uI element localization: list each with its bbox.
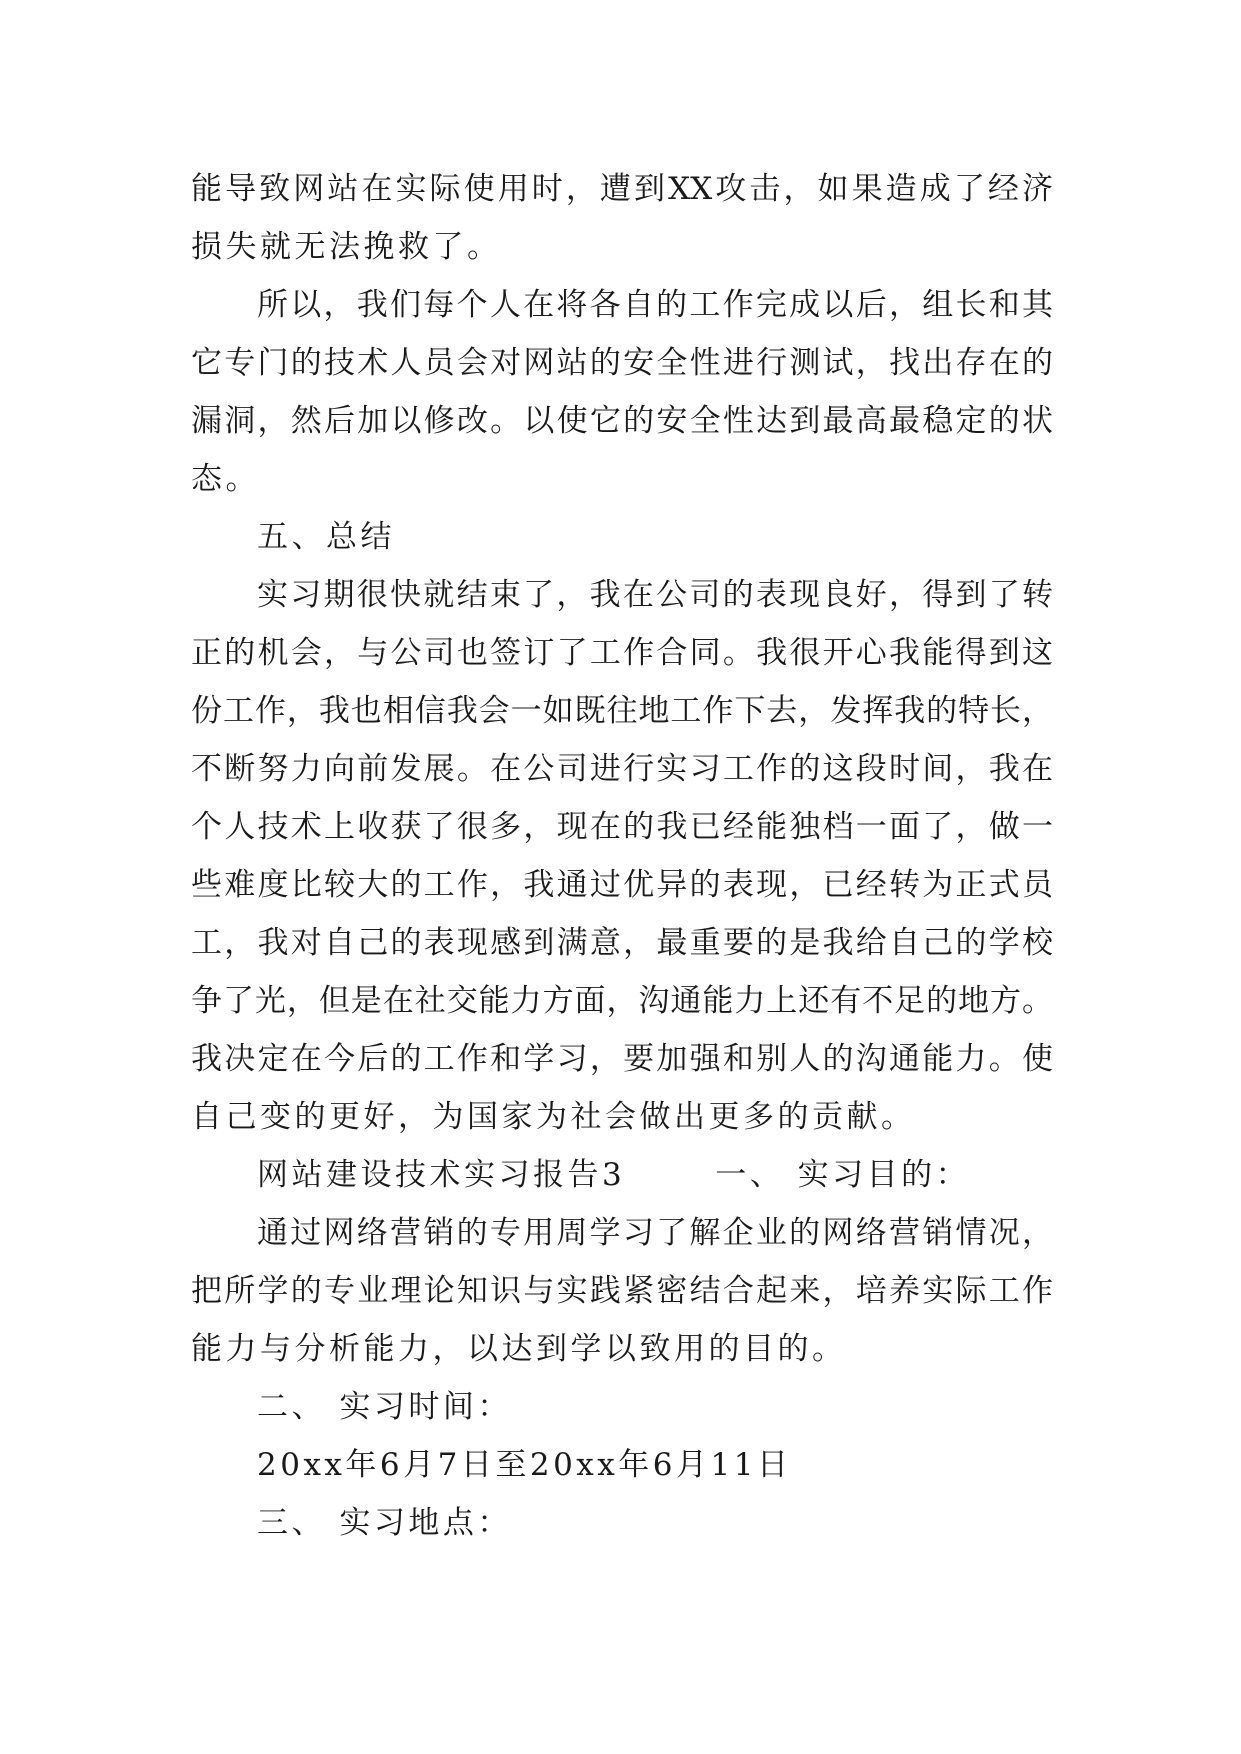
text-line: 漏洞，然后加以修改。以使它的安全性达到最高最稳定的状 [191, 403, 1053, 439]
report-title: 网站建设技术实习报告3 [257, 1157, 626, 1193]
text-line: 工，我对自己的表现感到满意，最重要的是我给自己的学校 [191, 925, 1053, 961]
paragraph-block-2 [191, 1204, 1053, 1552]
report-title-line [191, 1146, 1053, 1204]
text-line: 实习期很快就结束了，我在公司的表现良好，得到了转 [257, 577, 1053, 613]
text-line: 通过网络营销的专用周学习了解企业的网络营销情况， [257, 1215, 1053, 1251]
text-line: 争了光，但是在社交能力方面，沟通能力上还有不足的地方。 [191, 983, 1053, 1019]
report-first-heading: 一、 实习目的： [715, 1157, 971, 1193]
text-line: 我决定在今后的工作和学习，要加强和别人的沟通能力。使 [191, 1041, 1053, 1077]
text-line: 二、 实习时间： [257, 1389, 512, 1425]
paragraph-block-1 [191, 160, 1053, 1146]
text-line: 正的机会，与公司也签订了工作合同。我很开心我能得到这 [191, 635, 1053, 671]
text-line: 能导致网站在实际使用时，遭到XX攻击，如果造成了经济 [191, 171, 1053, 207]
text-line: 份工作，我也相信我会一如既往地工作下去，发挥我的特长， [191, 693, 1053, 729]
document-body [191, 160, 1053, 1552]
text-line: 20xx年6月7日至20xx年6月11日 [257, 1447, 792, 1483]
text-line: 把所学的专业理论知识与实践紧密结合起来，培养实际工作 [191, 1273, 1053, 1309]
text-line: 它专门的技术人员会对网站的安全性进行测试，找出存在的 [191, 345, 1053, 381]
text-line: 自己变的更好，为国家为社会做出更多的贡献。 [191, 1099, 916, 1135]
text-line: 能力与分析能力，以达到学以致用的目的。 [191, 1331, 847, 1367]
text-line: 五、总结 [257, 519, 395, 555]
text-line: 所以，我们每个人在将各自的工作完成以后，组长和其 [257, 287, 1053, 323]
text-line: 不断努力向前发展。在公司进行实习工作的这段时间，我在 [191, 751, 1053, 787]
text-line: 损失就无法挽救了。 [191, 229, 502, 265]
text-line: 三、 实习地点： [257, 1505, 512, 1541]
text-line: 个人技术上收获了很多，现在的我已经能独档一面了，做一 [191, 809, 1053, 845]
text-line: 态。 [191, 461, 260, 497]
text-line: 些难度比较大的工作，我通过优异的表现，已经转为正式员 [191, 867, 1053, 903]
